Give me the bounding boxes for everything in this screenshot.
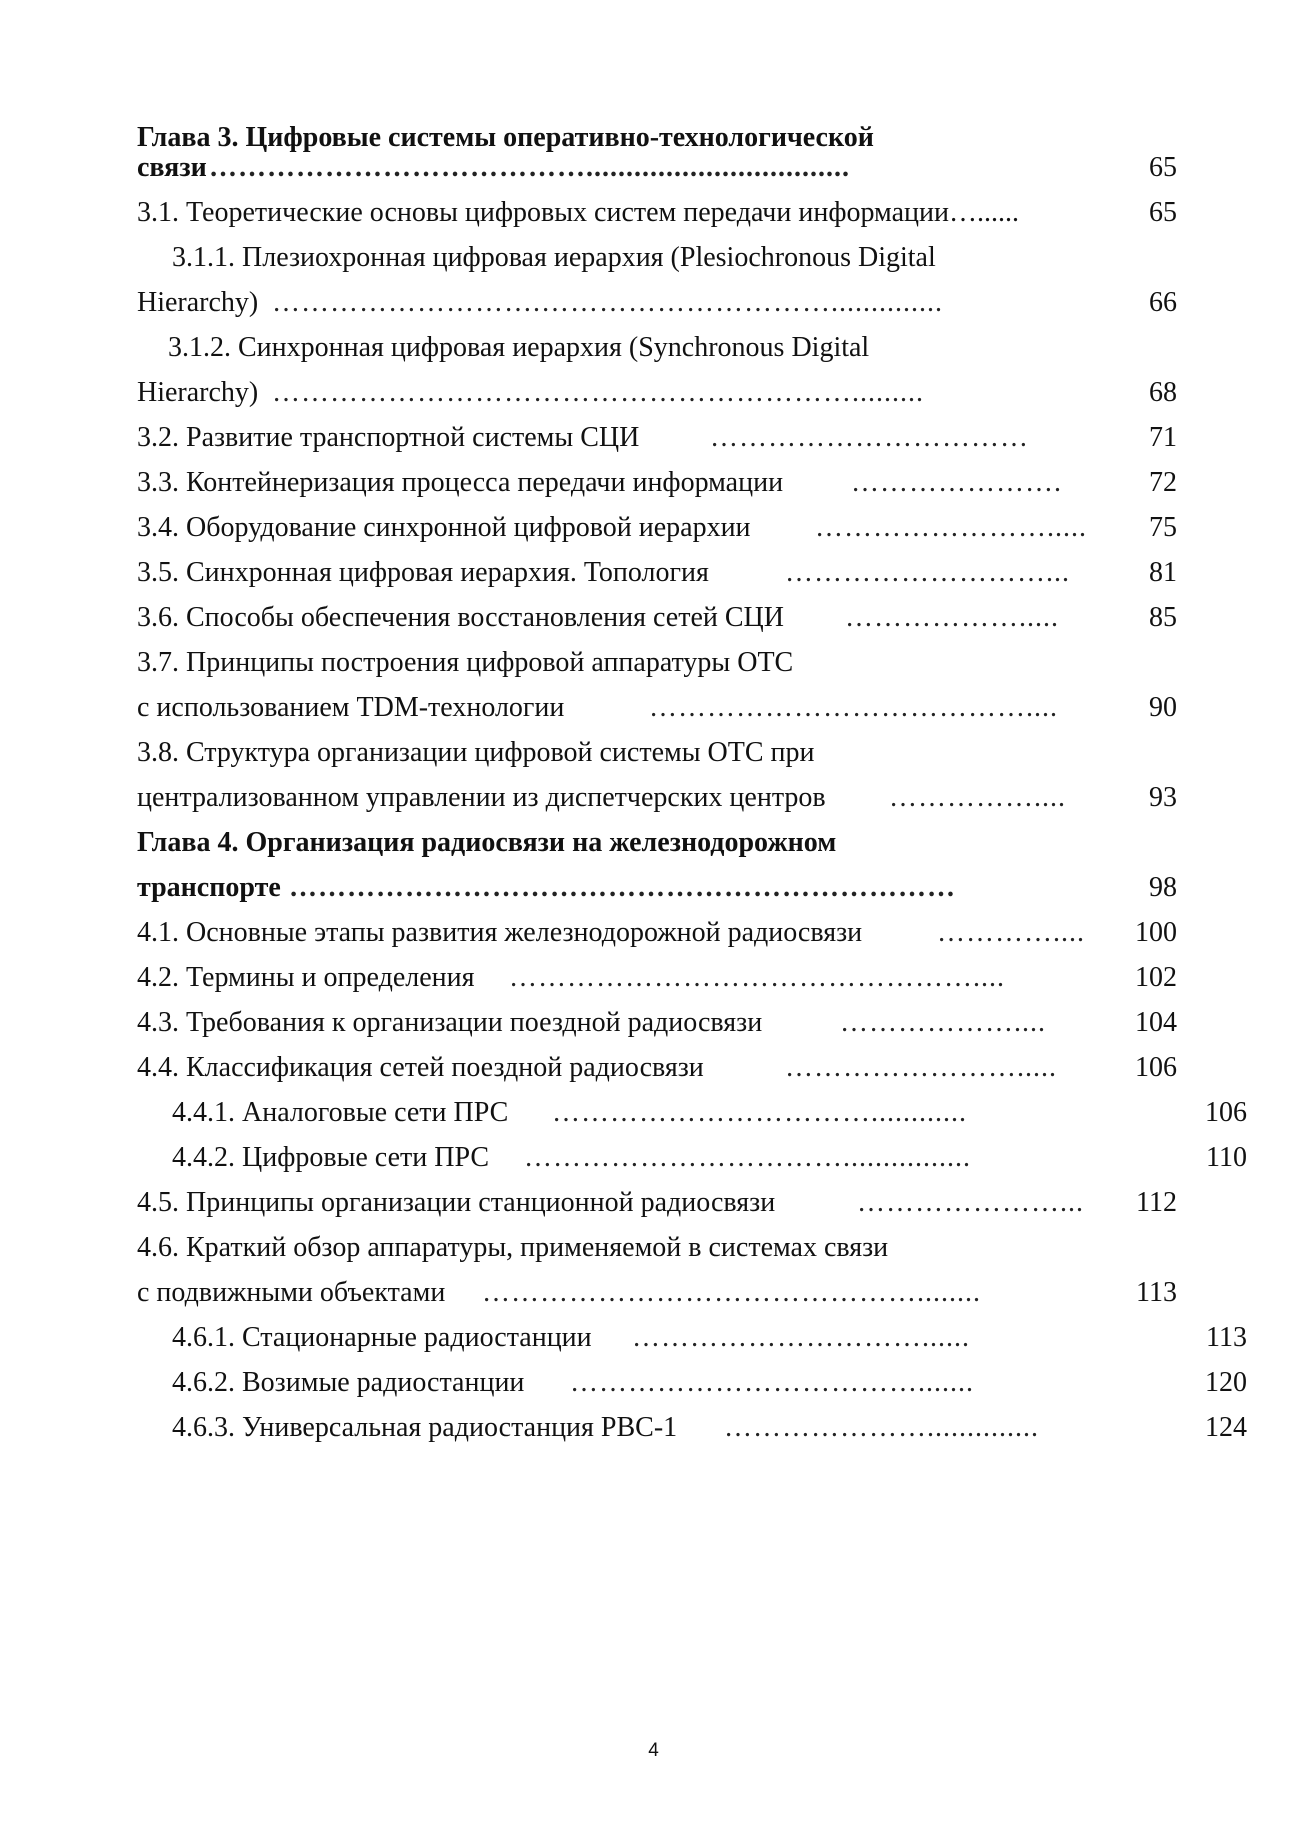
toc-entry — [137, 1183, 1177, 1223]
toc-leader-dots: ……………………………................ — [524, 1142, 971, 1173]
toc-leader-dots: …………….... — [889, 782, 1066, 813]
toc-entry-title: 4.6.3. Универсальная радиостанция РВС-1 — [172, 1412, 678, 1443]
toc-entry — [137, 868, 1177, 908]
toc-page-number: 113 — [1136, 1277, 1177, 1308]
toc-entry-title: Глава 3. Цифровые системы оперативно-технологической — [137, 122, 874, 153]
toc-page-number: 102 — [1135, 962, 1177, 993]
toc-entry — [172, 1363, 1247, 1403]
toc-page-number: 106 — [1205, 1097, 1247, 1128]
toc-entry — [137, 418, 1177, 458]
toc-entry-title: транспорте — [137, 872, 281, 903]
toc-entry — [137, 913, 1177, 953]
toc-leader-dots: ……………………………............ — [552, 1097, 967, 1128]
toc-entry-title: 4.6. Краткий обзор аппаратуры, применяемой в системах связи — [137, 1232, 889, 1263]
toc-entry — [137, 778, 1177, 818]
toc-entry-title: 4.6.1. Стационарные радиостанции — [172, 1322, 592, 1353]
toc-entry-title: 3.7. Принципы построения цифровой аппаратуры ОТС — [137, 647, 794, 678]
toc-leader-dots: …………………………… — [710, 422, 1029, 453]
toc-entry-title: 3.5. Синхронная цифровая иерархия. Топология — [137, 557, 709, 588]
toc-page-number: 106 — [1135, 1052, 1177, 1083]
toc-entry — [137, 463, 1177, 503]
toc-leader-dots: ………….... — [937, 917, 1085, 948]
toc-entry — [137, 823, 1177, 863]
toc-leader-dots: ……………………..... — [815, 512, 1087, 543]
toc-entry-title: 4.2. Термины и определения — [137, 962, 475, 993]
toc-page-number: 85 — [1149, 602, 1177, 633]
toc-entry — [137, 1003, 1177, 1043]
toc-leader-dots: ………………………………………….... — [509, 962, 1005, 993]
toc-entry — [137, 193, 1177, 233]
toc-entry-title: централизованном управлении из диспетчерских центров — [137, 782, 826, 813]
toc-entry-title: 3.6. Способы обеспечения восстановления сетей СЦИ — [137, 602, 784, 633]
toc-leader-dots: ………………………………….... — [649, 692, 1058, 723]
toc-entry-title: 4.3. Требования к организации поездной радиосвязи — [137, 1007, 763, 1038]
toc-entry-title: Hierarchy) — [137, 377, 259, 408]
toc-entry — [137, 553, 1177, 593]
toc-entry-title: 4.4.2. Цифровые сети ПРС — [172, 1142, 490, 1173]
toc-leader-dots: ……………….... — [840, 1007, 1046, 1038]
toc-entry-title: 3.3. Контейнеризация процесса передачи информации — [137, 467, 784, 498]
toc-page-number: 68 — [1149, 377, 1177, 408]
toc-entry — [137, 1048, 1177, 1088]
toc-entry — [172, 1318, 1247, 1358]
toc-entry — [137, 733, 1177, 773]
toc-entry — [137, 643, 1177, 683]
toc-page-number: 65 — [1149, 197, 1177, 228]
toc-entry — [172, 1093, 1247, 1133]
toc-entry — [172, 1138, 1247, 1178]
toc-entry-title: 4.6.2. Возимые радиостанции — [172, 1367, 525, 1398]
toc-page-number: 124 — [1205, 1412, 1247, 1443]
toc-page-number: 104 — [1135, 1007, 1177, 1038]
toc-entry — [137, 598, 1177, 638]
toc-page-number: 113 — [1206, 1322, 1247, 1353]
toc-page-number: 90 — [1149, 692, 1177, 723]
toc-page-number: 81 — [1149, 557, 1177, 588]
toc-page-number: 66 — [1149, 287, 1177, 318]
toc-entry-title: связи — [137, 152, 207, 183]
toc-entry-title: 3.8. Структура организации цифровой системы ОТС при — [137, 737, 815, 768]
toc-page-number: 65 — [1149, 152, 1177, 183]
toc-entry — [172, 238, 1212, 278]
toc-page-number: 72 — [1149, 467, 1177, 498]
toc-entry — [168, 328, 1208, 368]
toc-leader-dots: …………………... — [857, 1187, 1084, 1218]
toc-entry — [137, 1273, 1177, 1313]
toc-entry-title: 4.4. Классификация сетей поездной радиосвязи — [137, 1052, 704, 1083]
toc-page-number: 110 — [1206, 1142, 1247, 1173]
toc-entry-title: с подвижными объектами — [137, 1277, 446, 1308]
toc-entry-title: 3.1.2. Синхронная цифровая иерархия (Synchronous Digital — [168, 332, 870, 363]
toc-entry — [137, 688, 1177, 728]
toc-entry-title: 4.1. Основные этапы развития железнодорожной радиосвязи — [137, 917, 863, 948]
toc-entry-title: 3.1. Теоретические основы цифровых систем передачи информации…...... — [137, 197, 1019, 228]
toc-leader-dots: ……………………………………………………......... — [272, 377, 924, 408]
toc-entry — [172, 1408, 1247, 1448]
toc-entry — [137, 148, 1177, 188]
toc-leader-dots: ………………….............. — [724, 1412, 1039, 1443]
toc-entry — [137, 958, 1177, 998]
toc-page-number: 98 — [1149, 872, 1177, 903]
toc-leader-dots: ………………………………………........ — [482, 1277, 981, 1308]
toc-leader-dots: …………………………...... — [632, 1322, 970, 1353]
toc-entry-title: 3.4. Оборудование синхронной цифровой иерархии — [137, 512, 751, 543]
toc-entry-title: Hierarchy) — [137, 287, 259, 318]
toc-page-number: 112 — [1136, 1187, 1177, 1218]
toc-leader-dots: …………………………………………………………… — [289, 872, 956, 903]
toc-leader-dots: ………………………... — [785, 557, 1070, 588]
toc-page-number: 120 — [1205, 1367, 1247, 1398]
toc-entry — [137, 508, 1177, 548]
toc-leader-dots: ………………..... — [845, 602, 1059, 633]
toc-entry-title: 4.5. Принципы организации станционной радиосвязи — [137, 1187, 776, 1218]
page-number: 4 — [648, 1740, 659, 1761]
toc-page-number: 100 — [1135, 917, 1177, 948]
toc-entry-title: 4.4.1. Аналоговые сети ПРС — [172, 1097, 509, 1128]
toc-page-number: 71 — [1149, 422, 1177, 453]
toc-leader-dots: …………………………………................................. — [209, 152, 850, 183]
toc-leader-dots: …………………. — [851, 467, 1062, 498]
toc-page-number: 93 — [1149, 782, 1177, 813]
toc-leader-dots: ……………………..... — [785, 1052, 1057, 1083]
toc-page-number: 75 — [1149, 512, 1177, 543]
toc-entry-title: Глава 4. Организация радиосвязи на железнодорожном — [137, 827, 837, 858]
toc-entry — [137, 373, 1177, 413]
toc-leader-dots: ……………………….………………………….............. — [272, 287, 943, 318]
toc-entry — [137, 283, 1177, 323]
toc-entry-title: 3.1.1. Плезиохронная цифровая иерархия (Plesiochronous Digital — [172, 242, 936, 273]
toc-leader-dots: ………………………………....... — [570, 1367, 974, 1398]
toc-entry-title: с использованием TDM-технологии — [137, 692, 565, 723]
toc-entry — [137, 1228, 1177, 1268]
toc-entry-title: 3.2. Развитие транспортной системы СЦИ — [137, 422, 640, 453]
